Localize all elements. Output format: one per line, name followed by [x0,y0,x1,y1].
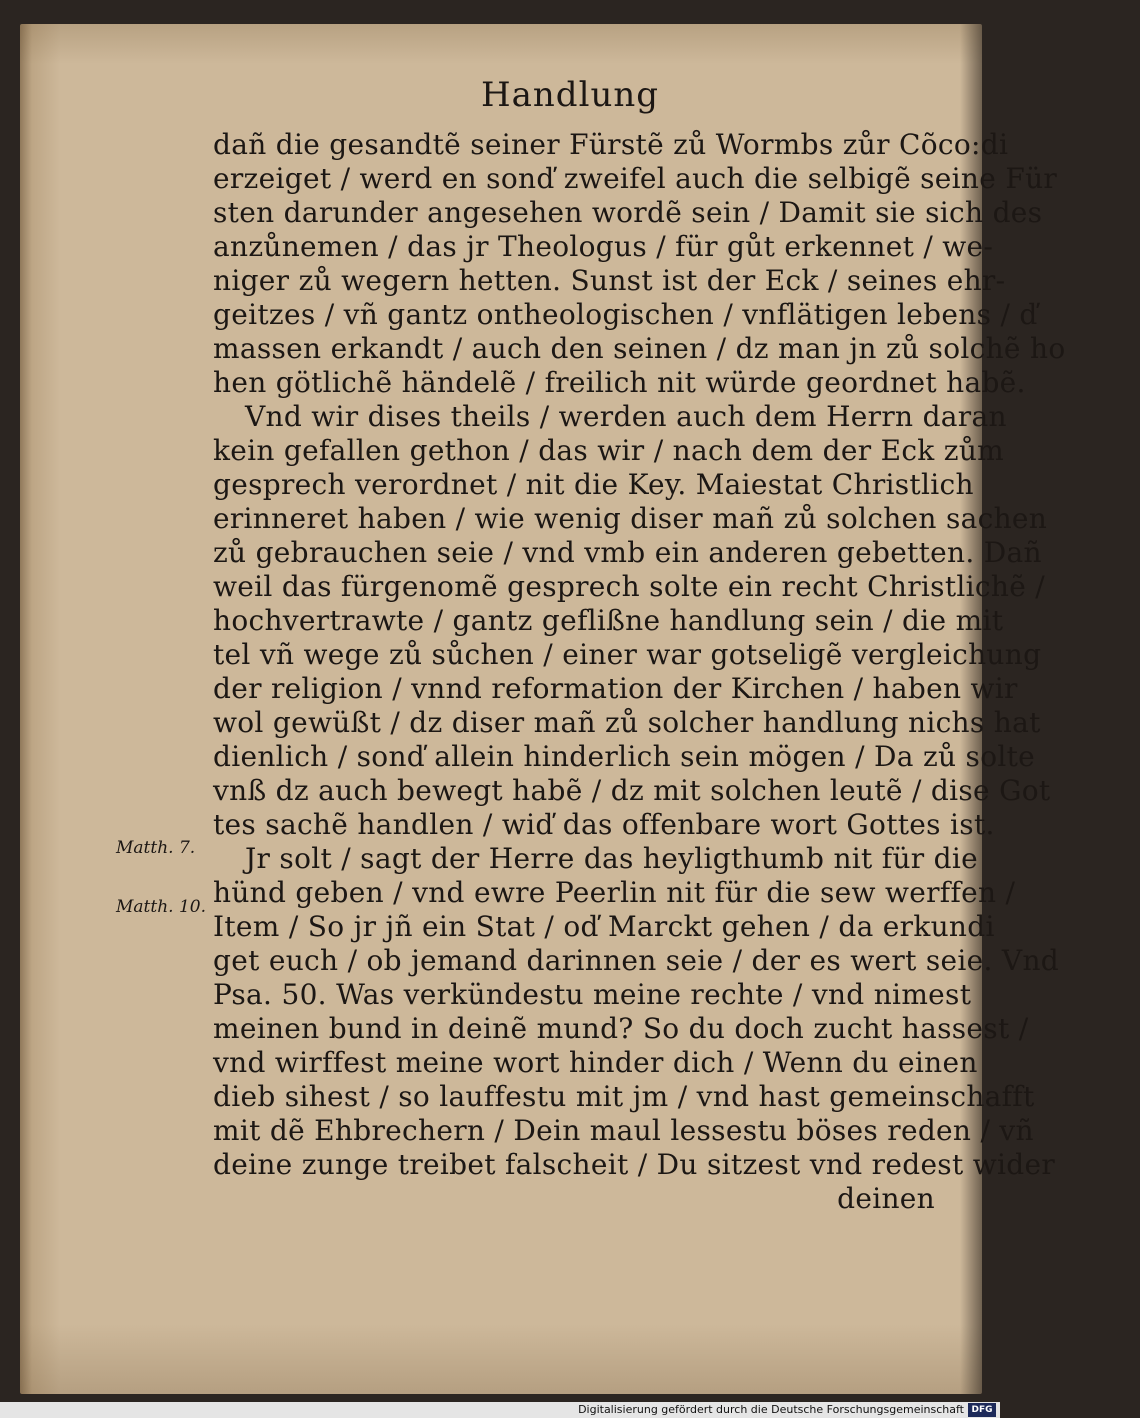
text-line: sten darunder angesehen wordẽ sein / Damit sie sich des [213,196,1043,229]
text-line: tel vñ wege zů sůchen / einer war gotseligẽ vergleichung [213,638,1042,671]
text-line: der religion / vnnd reformation der Kirchen / haben wir [213,672,1018,705]
text-line: hünd geben / vnd ewre Peerlin nit für die sew werffen / [213,876,1016,909]
text-line: get euch / ob jemand darinnen seie / der es wert seie. Vnd [213,944,1059,977]
text-line: Jr solt / sagt der Herre das heyligthumb nit für die [245,842,979,875]
text-line: wol gewüßt / dz diser mañ zů solcher handlung nichs hat [213,706,1041,739]
body-text [213,128,1066,1216]
margin-note: Matth. 7. [116,838,196,858]
text-line: anzůnemen / das jr Theologus / für gůt erkennet / we- [213,230,994,263]
text-line: tes sachẽ handlen / wiď das offenbare wort Gottes ist. [213,808,995,841]
text-line: gesprech verordnet / nit die Key. Maiestat Christlich [213,468,974,501]
catchword: deinen [837,1182,935,1215]
text-line: hochvertrawte / gantz geflißne handlung sein / die mit [213,604,1004,637]
text-line: Item / So jr jñ ein Stat / oď Marckt gehen / da erkundi [213,910,995,943]
running-header: Handlung [480,75,660,115]
text-line: mit dẽ Ehbrechern / Dein maul lessestu böses reden / vñ [213,1114,1034,1147]
text-line: dañ die gesandtẽ seiner Fürstẽ zů Wormbs zůr Cõco:di [213,128,1009,161]
text-line: erzeiget / werd en sonď zweifel auch die selbigẽ seine Für [213,162,1058,195]
text-line: vnd wirffest meine wort hinder dich / Wenn du einen [213,1046,978,1079]
dfg-logo: DFG [968,1403,996,1417]
text-line: niger zů wegern hetten. Sunst ist der Eck / seines ehr- [213,264,1006,297]
text-line: Psa. 50. Was verkündestu meine rechte / vnd nimest [213,978,972,1011]
footer-bar [0,1402,1000,1418]
text-line: kein gefallen gethon / das wir / nach dem der Eck zům [213,434,1005,467]
text-line: massen erkandt / auch den seinen / dz man jn zů solchẽ ho [213,332,1066,365]
text-line: dienlich / sonď allein hinderlich sein mögen / Da zů solte [213,740,1036,773]
text-line: Vnd wir dises theils / werden auch dem Herrn daran [245,400,1007,433]
margin-note: Matth. 10. [116,897,206,917]
text-line: zů gebrauchen seie / vnd vmb ein anderen gebetten. Dañ [213,536,1042,569]
footer-credit: Digitalisierung gefördert durch die Deutsche Forschungsgemeinschaft [578,1403,964,1416]
text-line: dieb sihest / so lauffestu mit jm / vnd hast gemeinschafft [213,1080,1035,1113]
text-line: vnß dz auch bewegt habẽ / dz mit solchen leutẽ / dise Got [213,774,1051,807]
text-line: meinen bund in deinẽ mund? So du doch zucht hassest / [213,1012,1029,1045]
text-line: deine zunge treibet falscheit / Du sitzest vnd redest wider [213,1148,1056,1181]
text-line: erinneret haben / wie wenig diser mañ zů solchen sachen [213,502,1048,535]
text-line: hen götlichẽ händelẽ / freilich nit würde geordnet habẽ. [213,366,1026,399]
text-line: weil das fürgenomẽ gesprech solte ein recht Christlichẽ / [213,570,1046,603]
text-line: geitzes / vñ gantz ontheologischen / vnflätigen lebens / ď [213,298,1038,331]
